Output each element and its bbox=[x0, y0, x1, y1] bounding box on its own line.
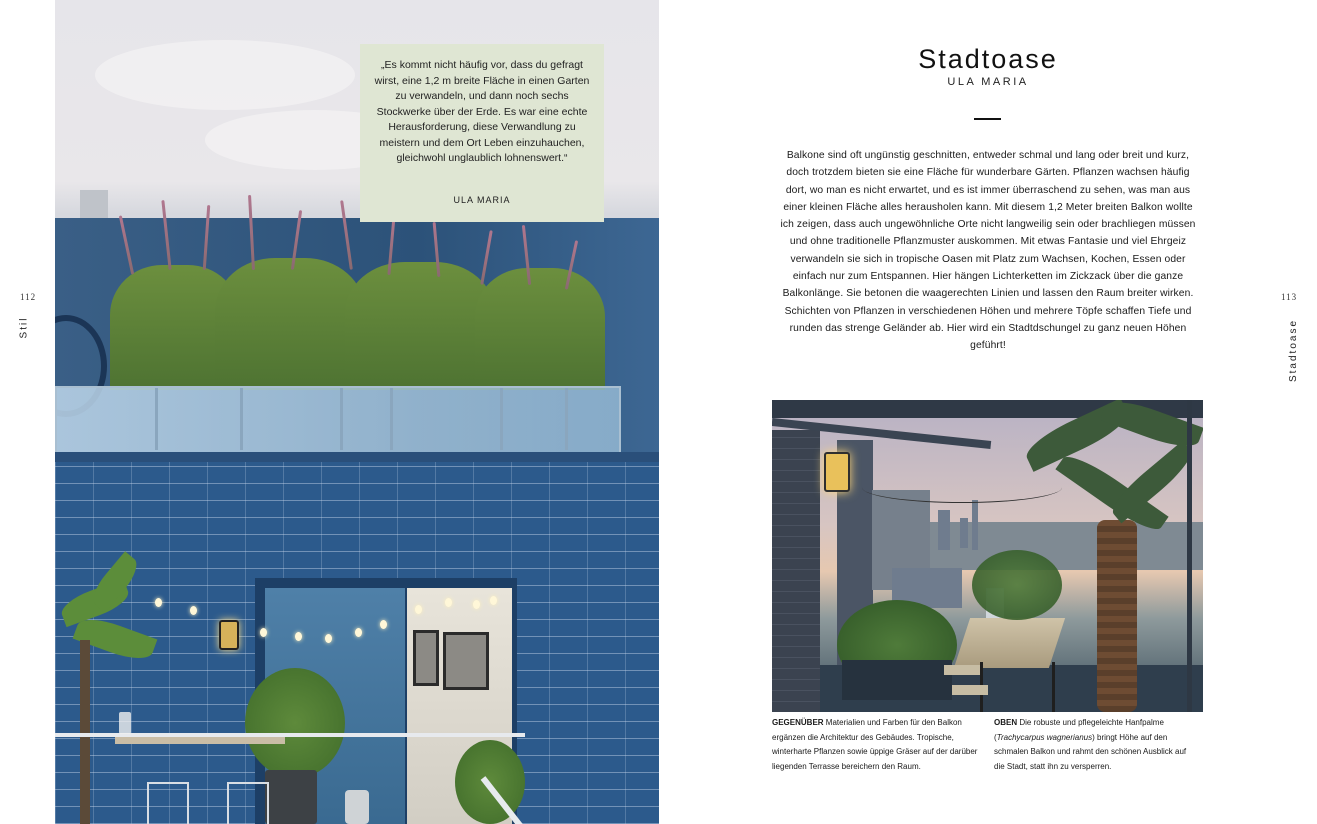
bar-table bbox=[115, 736, 285, 744]
palm-trunk bbox=[80, 640, 90, 824]
potted-shrub bbox=[245, 668, 345, 778]
bar-stool bbox=[227, 782, 269, 824]
caption-opposite-label: GEGENÜBER bbox=[772, 718, 824, 727]
city-balcony-photo bbox=[772, 400, 1203, 712]
caption-above-text-2: ) bringt Höhe auf den schmalen Balkon und rahmt den schönen Ausblick auf die Stadt, statt ihn zu versperren. bbox=[994, 732, 1187, 771]
building-ledge bbox=[55, 452, 659, 462]
hanging-lantern bbox=[824, 452, 850, 492]
planter-box bbox=[842, 660, 952, 700]
balustrade-post bbox=[565, 388, 568, 450]
right-page-number: 113 bbox=[1281, 292, 1298, 302]
bar-stool bbox=[944, 665, 980, 675]
caption-opposite-text: Materialien und Farben für den Balkon ergänzen die Architektur des Gebäudes. Tropische, winterharte Pflanzen sowie üppige Gräser auf der darüber liegenden Terrasse bereichern den Raum. bbox=[772, 718, 978, 771]
article-body: Balkone sind oft ungünstig geschnitten, entweder schmal und lang oder breit und kurz, doch trotzdem bieten sie eine Fläche für wunderbare Gärten. Pflanzen wachsen häufig dort, wo man es nicht erwartet, und es ist immer überraschend zu sehen, was man aus einer kleinen Fläche alles herausholen kann. Mit diesem 1,2 Meter breiten Balkon wollte ich zeigen, dass auch ungewöhnliche Orte nicht langweilig sein oder brachliegen müssen und ohne traditionelle Pflanzmuster auskommen. Mit etwas Fantasie und viel Ehrgeiz verwandeln sie sich in tropische Oasen mit Platz zum Wachsen, Kochen, Essen oder einfach nur zum Entspannen. Hier hängen Lichterketten im Zickzack über die ganze Balkonlänge. Sie betonen die waagerechten Linien und lassen den Raum breiter wirken. Schichten von Pflanzen in verschiedenen Höhen und mehrere Töpfe schaffen Tiefe und runden das strenge Geländer ab. Hier wird ein Stadtdschungel zu ganz neuen Höhen geführt! bbox=[780, 150, 1196, 352]
string-light-bulb bbox=[445, 598, 452, 607]
string-light-bulb bbox=[260, 628, 267, 637]
plant-pot bbox=[265, 770, 317, 824]
watering-can bbox=[345, 790, 369, 824]
string-light-bulb bbox=[490, 596, 497, 605]
right-section-label: Stadtoase bbox=[1288, 318, 1300, 383]
left-page-number: 112 bbox=[20, 292, 37, 302]
string-light-bulb bbox=[155, 598, 162, 607]
glass-balustrade bbox=[55, 386, 621, 454]
background-plants bbox=[972, 550, 1062, 620]
caption-above-label: OBEN bbox=[994, 718, 1018, 727]
string-light-bulb bbox=[380, 620, 387, 629]
string-light-bulb bbox=[295, 632, 302, 641]
title-divider bbox=[974, 118, 1001, 120]
caption-above-text-1: Die robuste und pflegeleichte Hanfpalme ( bbox=[994, 718, 1164, 742]
balustrade-post bbox=[340, 388, 343, 450]
caption-opposite bbox=[772, 716, 982, 774]
candle-jar bbox=[119, 712, 131, 734]
ornamental-grass bbox=[475, 268, 605, 390]
article-title: Stadtoase bbox=[918, 44, 1058, 74]
skyscraper bbox=[938, 510, 950, 550]
article-author: ULA MARIA bbox=[947, 76, 1029, 88]
rooftop-vent bbox=[80, 190, 108, 218]
pull-quote-text: „Es kommt nicht häufig vor, dass du gefragt wirst, eine 1,2 m breite Fläche in einen Garten zu verwandeln, und dann noch sechs Stockwerke über der Erde. Es war eine echte Herausforderung, diese Verwandlung zu meistern und dem Ort Leben einzuhauchen, gleichwohl unglaublich lohnenswert.“ bbox=[374, 59, 590, 164]
string-light-bulb bbox=[190, 606, 197, 615]
pull-quote-box bbox=[360, 44, 604, 222]
balustrade-post bbox=[240, 388, 243, 450]
bar-stool bbox=[952, 685, 988, 695]
string-light-bulb bbox=[325, 634, 332, 643]
bar-table bbox=[954, 618, 1065, 668]
skyscraper bbox=[972, 500, 978, 550]
skyscraper bbox=[960, 518, 968, 548]
railing-post bbox=[1187, 400, 1192, 712]
caption-above bbox=[994, 716, 1198, 774]
caption-above-species: Trachycarpus wagnerianus bbox=[996, 732, 1093, 742]
wall-lantern bbox=[219, 620, 239, 650]
balustrade-post bbox=[155, 388, 158, 450]
string-lights bbox=[862, 472, 1062, 503]
cloud bbox=[95, 40, 355, 110]
palm-trunk bbox=[1097, 520, 1137, 712]
bar-stool bbox=[147, 782, 189, 824]
balustrade-post bbox=[390, 388, 393, 450]
string-light-bulb bbox=[415, 605, 422, 614]
table-leg bbox=[1052, 662, 1055, 712]
brick-side-wall bbox=[772, 430, 820, 712]
balustrade-post bbox=[500, 388, 503, 450]
ornamental-grass bbox=[215, 258, 365, 390]
framed-artwork bbox=[413, 630, 439, 686]
string-light-bulb bbox=[355, 628, 362, 637]
ornamental-grass bbox=[345, 262, 495, 390]
pull-quote-author: ULA MARIA bbox=[453, 195, 511, 205]
string-light-bulb bbox=[473, 600, 480, 609]
left-section-label: Stil bbox=[18, 316, 30, 339]
framed-artwork bbox=[443, 632, 489, 690]
